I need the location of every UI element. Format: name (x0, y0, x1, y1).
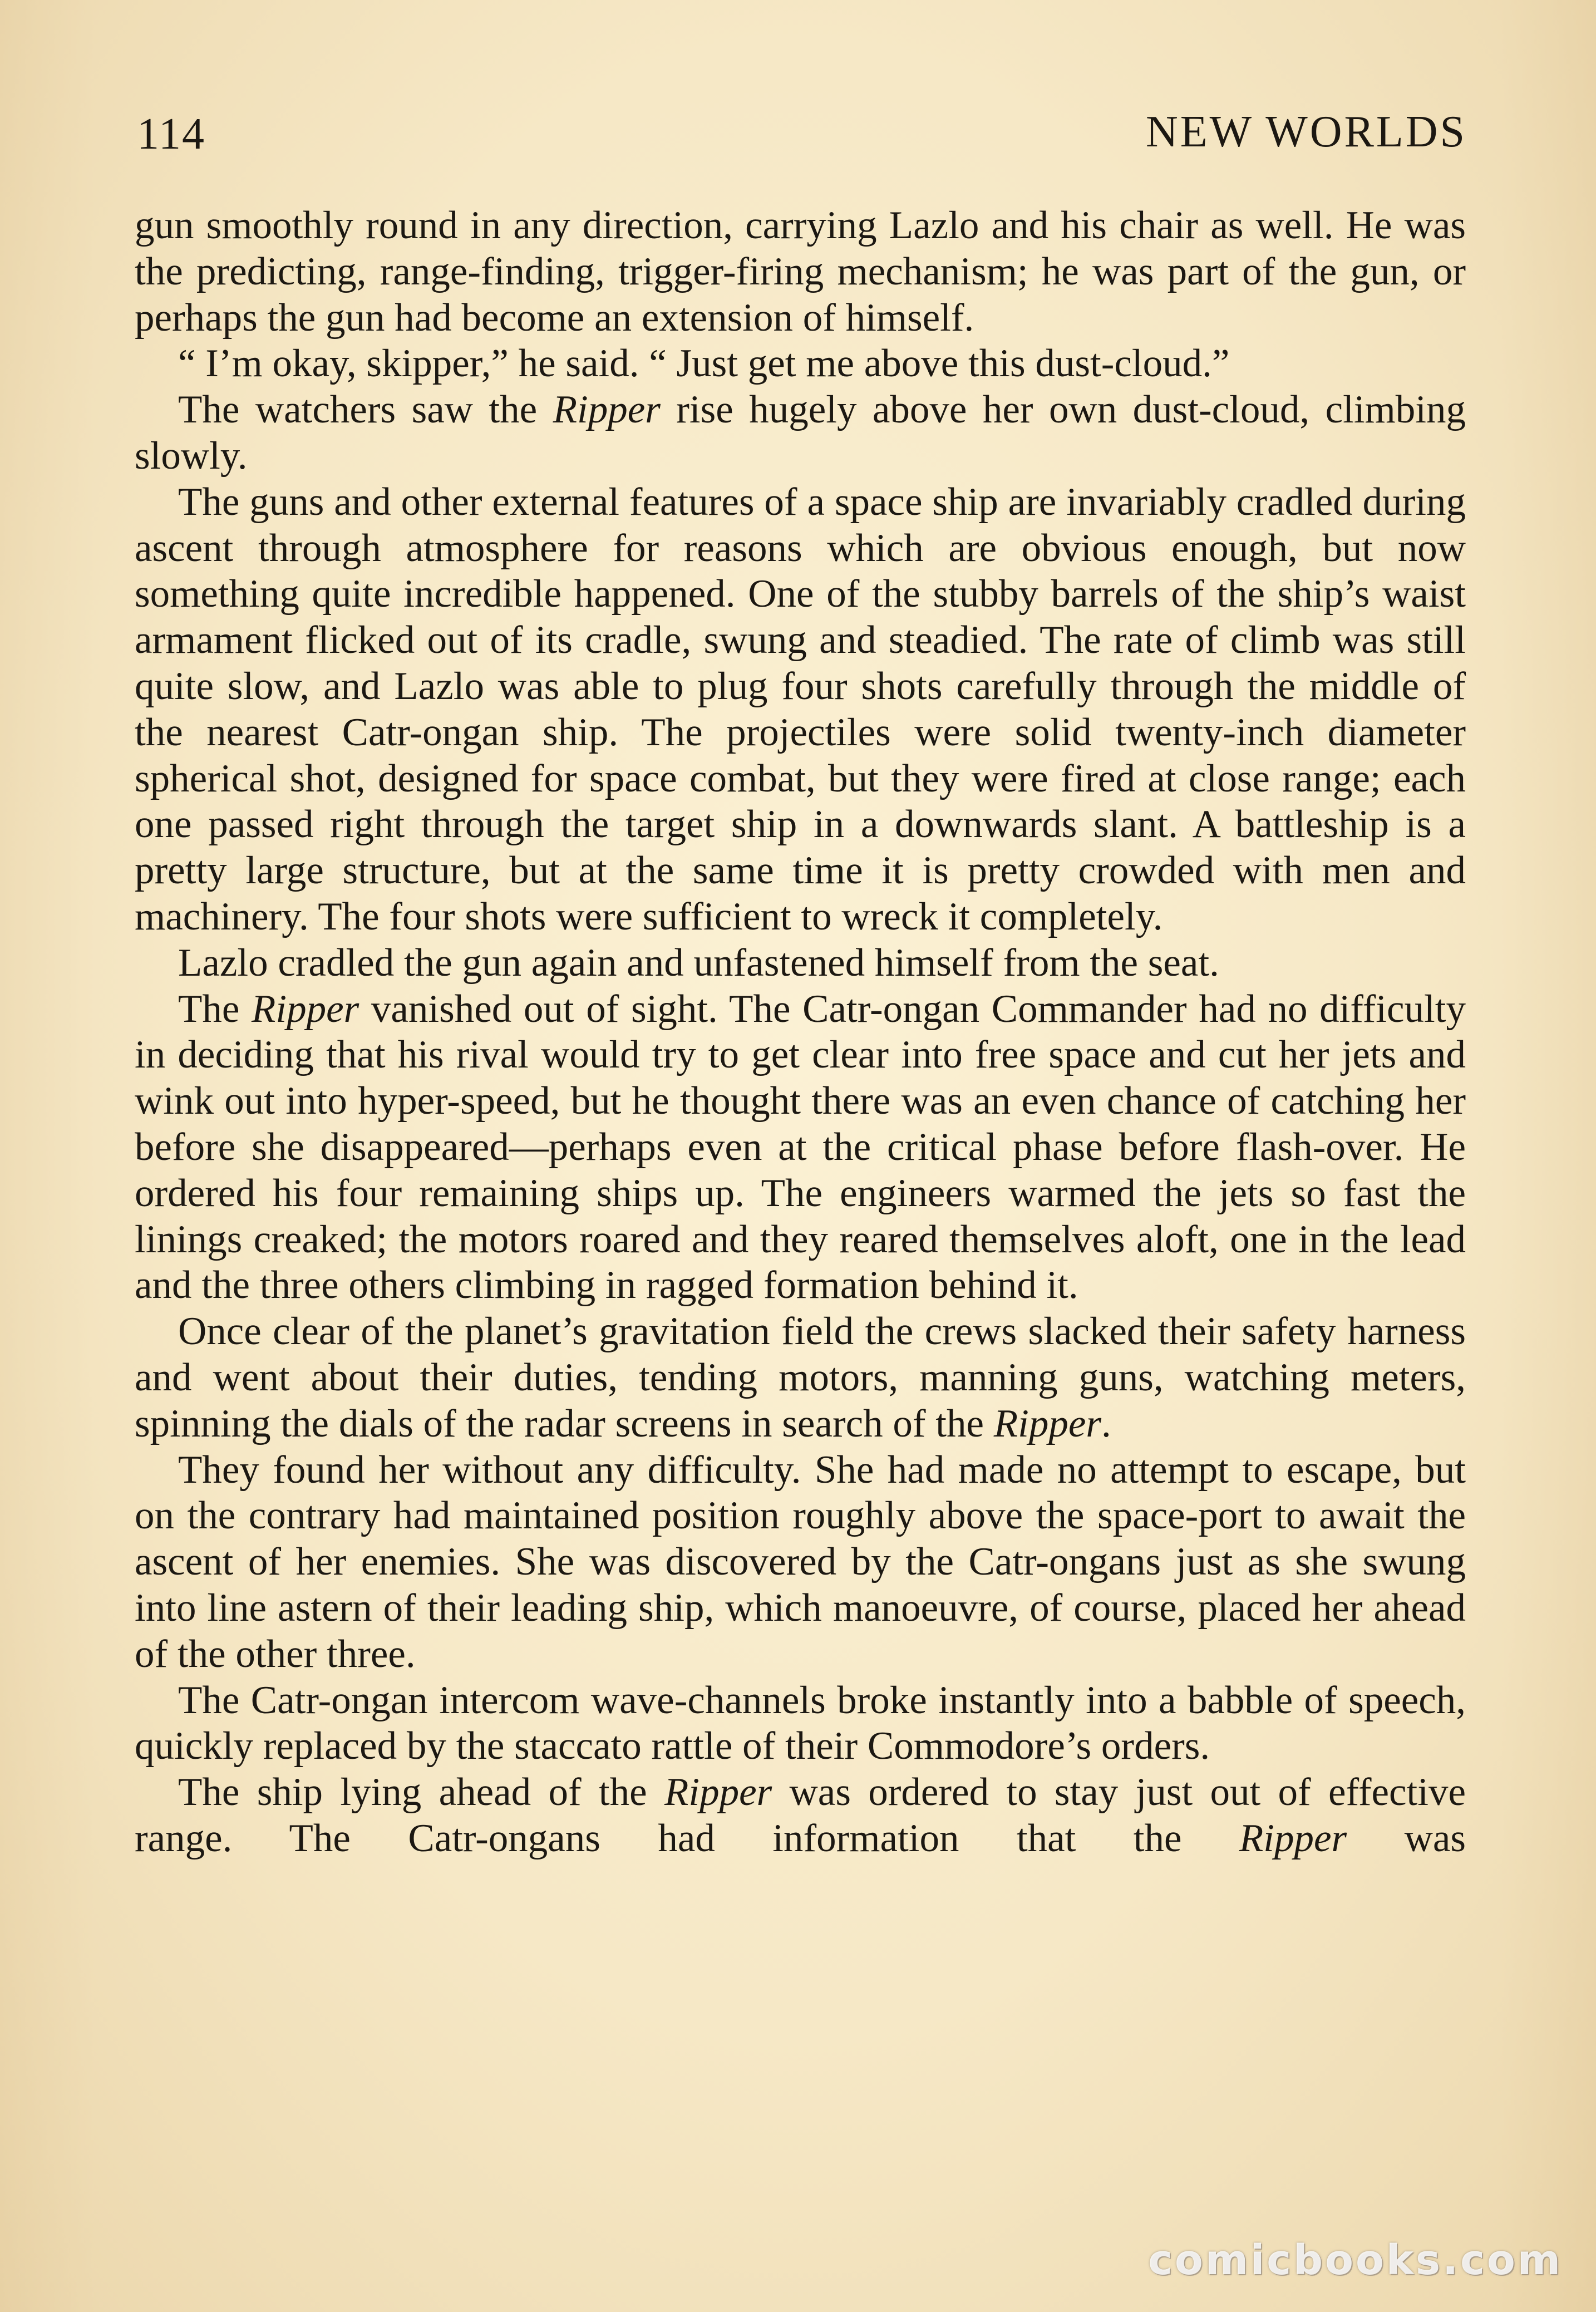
paragraph (135, 203, 1466, 341)
text-run: was ordered to stay just out of effective range. The Catr-ongans had information that the (135, 1770, 1466, 1860)
paragraph (135, 1309, 1466, 1447)
paragraph (135, 1447, 1466, 1678)
text-run: vanished out of sight. The Catr-ongan Commander had no difficulty in deciding that his rival would try to get clear into free space and cut her jets and wink out into hyper-speed, but he thought there was an even chance of catching her before she disappeared—perhaps even at the critical phase before flash-over. He ordered his four remaining ships up. The engineers warmed the jets so fast the linings creaked; the motors roared and they reared themselves aloft, one in the lead and the three others climbing in ragged formation behind it. (135, 987, 1466, 1307)
paragraph (135, 986, 1466, 1309)
running-head: NEW WORLDS (1145, 107, 1467, 156)
paragraph (135, 387, 1466, 479)
text-run: Lazlo cradled the gun again and unfastened himself from the seat. (178, 941, 1219, 985)
italic-text: Ripper (553, 388, 661, 432)
text-run: The ship lying ahead of the (178, 1770, 664, 1814)
paragraph (135, 479, 1466, 940)
text-run: “ I’m okay, skipper,” he said. “ Just get me above this dust-cloud.” (178, 342, 1230, 386)
italic-text: Ripper (664, 1770, 772, 1814)
text-run: The Catr-ongan intercom wave-channels broke instantly into a babble of speech, quickly replaced by the staccato rattle of their Commodore’s orders. (135, 1678, 1466, 1768)
italic-text: Ripper (1239, 1816, 1347, 1860)
watermark-logo: comicbooks.com (1148, 2236, 1563, 2284)
body-text (135, 203, 1466, 1862)
page-number: 114 (137, 110, 206, 159)
text-run: was (1347, 1816, 1466, 1860)
italic-text: Ripper (252, 987, 359, 1031)
paragraph (135, 1678, 1466, 1770)
text-run: The watchers saw the (178, 388, 553, 432)
text-run: . (1101, 1401, 1111, 1445)
text-run: gun smoothly round in any direction, carrying Lazlo and his chair as well. He was the predicting, range-finding, trigger-firing mechanism; he was part of the gun, or perhaps the gun had become an extension of himself. (135, 204, 1466, 340)
text-run: They found her without any difficulty. She had made no attempt to escape, but on the contrary had maintained position roughly above the space-port to await the ascent of her enemies. She was discovered by the Catr-ongans just as she swung into line astern of their leading ship, which manoeuvre, of course, placed her ahead of the other three. (135, 1448, 1466, 1676)
paragraph (135, 341, 1466, 387)
paragraph (135, 1769, 1466, 1862)
text-run: The guns and other external features of a space ship are invariably cradled during ascent through atmosphere for reasons which are obvious enough, but now something quite incredible happened. One of the stubby barrels of the ship’s waist armament flicked out of its cradle, swung and steadied. The rate of climb was still quite slow, and Lazlo was able to plug four shots carefully through the middle of the nearest Catr-ongan ship. The projectiles were solid twenty-inch diameter spherical shot, designed for space combat, but they were fired at close range; each one passed right through the target ship in a downwards slant. A battleship is a pretty large structure, but at the same time it is pretty crowded with men and machinery. The four shots were sufficient to wreck it completely. (135, 480, 1466, 938)
text-run: The (178, 987, 252, 1031)
page-header (137, 104, 1467, 165)
text-run: rise hugely above her own dust-cloud, climbing slowly. (135, 388, 1466, 478)
italic-text: Ripper (993, 1401, 1101, 1445)
paragraph (135, 940, 1466, 986)
text-run: Once clear of the planet’s gravitation field the crews slacked their safety harness and went about their duties, tending motors, manning guns, watching meters, spinning the dials of the radar screens in search of the (135, 1310, 1466, 1445)
